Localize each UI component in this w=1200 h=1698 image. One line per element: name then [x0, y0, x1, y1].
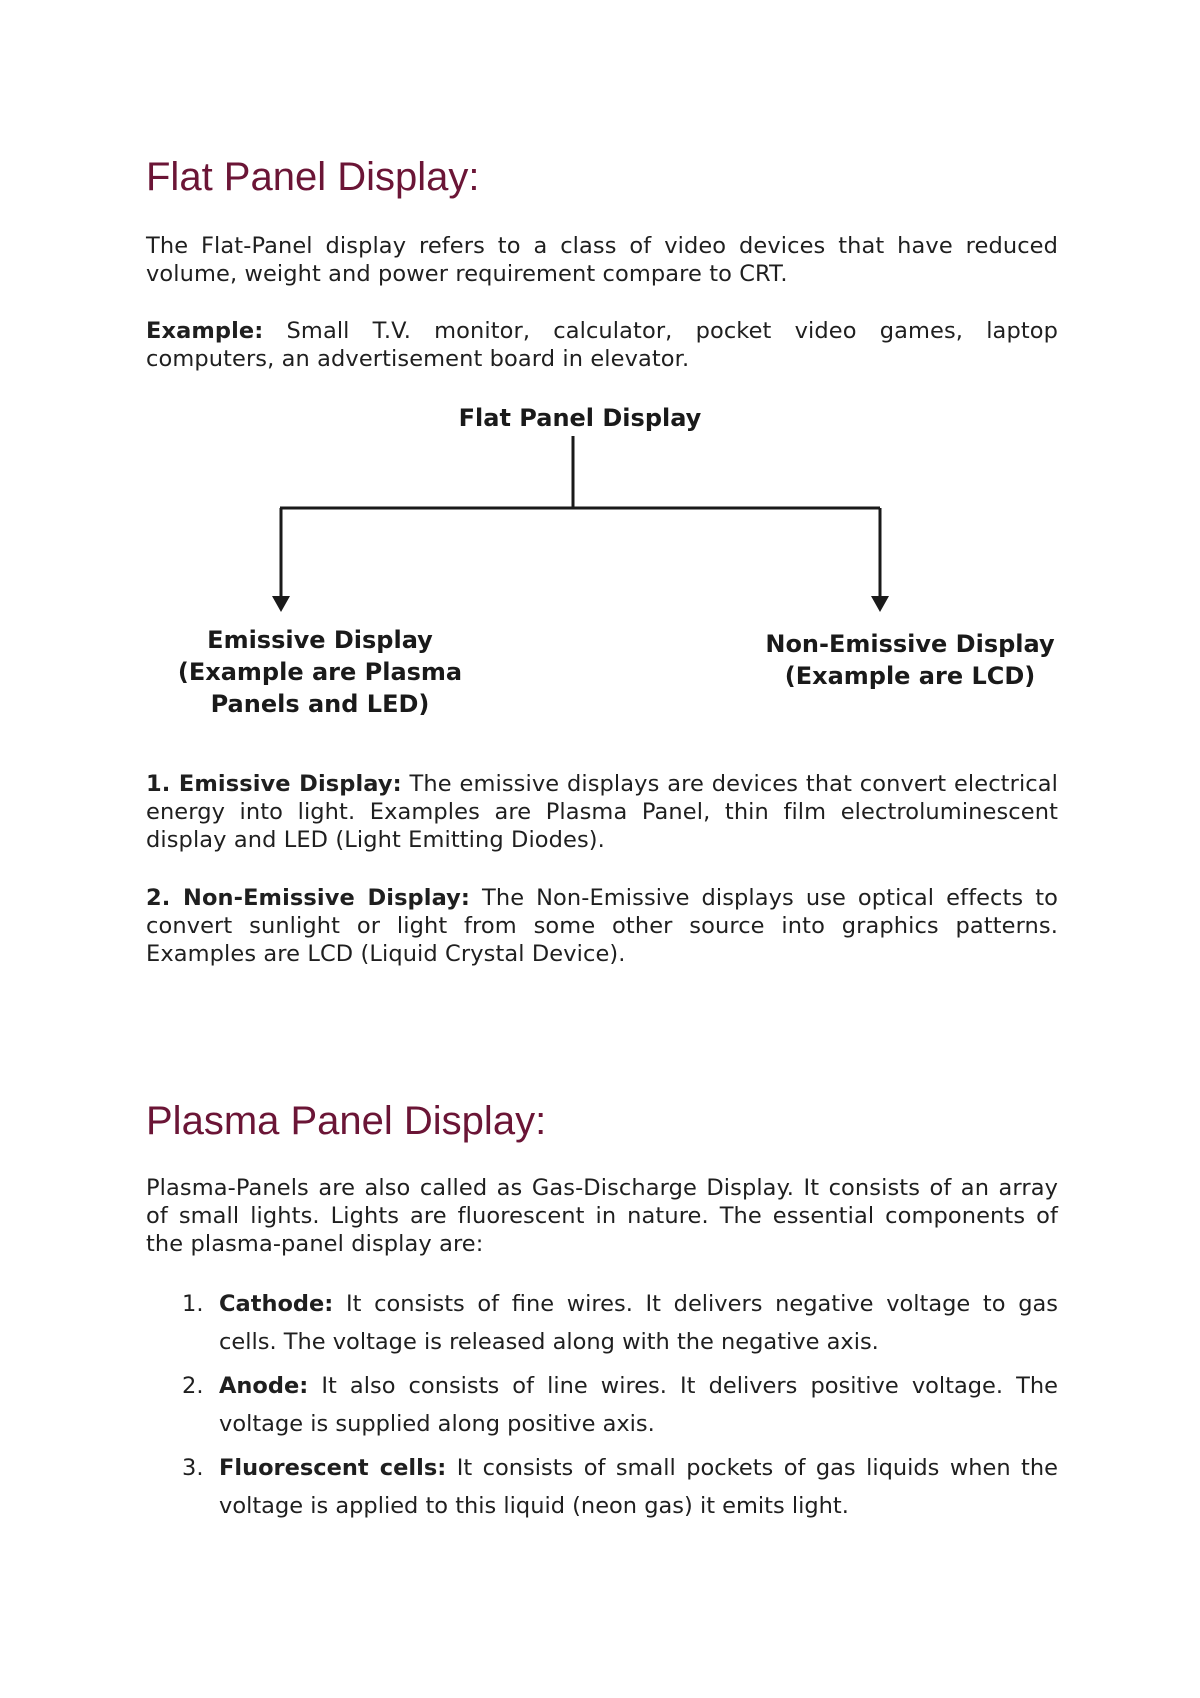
flat-panel-example	[146, 317, 1058, 373]
non-emissive-label-line-2: (Example are LCD)	[784, 662, 1036, 690]
non-emissive-display-text: The Non-Emissive displays use optical effects to convert sunlight or light from some other source into graphics patterns. Examples are LCD (Liquid Crystal Device).	[146, 885, 1058, 967]
list-item	[146, 1449, 1058, 1525]
list-item-label: Anode:	[219, 1373, 309, 1399]
list-item-label: Cathode:	[219, 1291, 334, 1317]
example-text: Small T.V. monitor, calculator, pocket video games, laptop computers, an advertisement board in elevator.	[146, 318, 1058, 372]
non-emissive-label-line-1: Non-Emissive Display	[765, 630, 1055, 658]
emissive-display-label: 1. Emissive Display:	[146, 771, 402, 797]
example-label: Example:	[146, 318, 264, 344]
plasma-panel-heading: Plasma Panel Display:	[146, 1099, 547, 1143]
list-item-text: It consists of fine wires. It delivers negative voltage to gas cells. The voltage is released along with the negative axis.	[219, 1291, 1058, 1355]
list-item-number: 2.	[182, 1373, 204, 1399]
emissive-display-paragraph	[146, 770, 1058, 854]
emissive-label-line-1: Emissive Display	[207, 626, 433, 654]
flat-panel-heading: Flat Panel Display:	[146, 155, 480, 199]
non-emissive-display-paragraph	[146, 884, 1058, 968]
list-item	[146, 1285, 1058, 1361]
plasma-components-list	[146, 1285, 1058, 1531]
plasma-panel-intro: Plasma-Panels are also called as Gas-Discharge Display. It consists of an array of small lights. Lights are fluorescent in nature. The essential components of the plasma-panel display are:	[146, 1175, 1058, 1257]
list-item-number: 1.	[182, 1291, 204, 1317]
right-arrowhead-icon	[871, 596, 889, 612]
list-item-text: It consists of small pockets of gas liquids when the voltage is applied to this liquid (neon gas) it emits light.	[219, 1455, 1058, 1519]
flat-panel-intro: The Flat-Panel display refers to a class of video devices that have reduced volume, weight and power requirement compare to CRT.	[146, 233, 1058, 287]
diagram-emissive-label	[150, 624, 490, 720]
emissive-label-line-3: Panels and LED)	[210, 690, 430, 718]
non-emissive-display-label: 2. Non-Emissive Display:	[146, 885, 471, 911]
left-arrowhead-icon	[272, 596, 290, 612]
emissive-display-text: The emissive displays are devices that convert electrical energy into light. Examples are Plasma Panel, thin film electroluminescent display and LED (Light Emitting Diodes).	[146, 771, 1058, 853]
list-item-text: It also consists of line wires. It delivers positive voltage. The voltage is supplied along positive axis.	[219, 1373, 1058, 1437]
emissive-label-line-2: (Example are Plasma	[177, 658, 463, 686]
diagram-non-emissive-label	[740, 628, 1080, 692]
diagram-root-text: Flat Panel Display	[458, 404, 702, 432]
list-item	[146, 1367, 1058, 1443]
diagram-root-label	[420, 402, 740, 434]
list-item-label: Fluorescent cells:	[219, 1455, 447, 1481]
list-item-number: 3.	[182, 1455, 204, 1481]
